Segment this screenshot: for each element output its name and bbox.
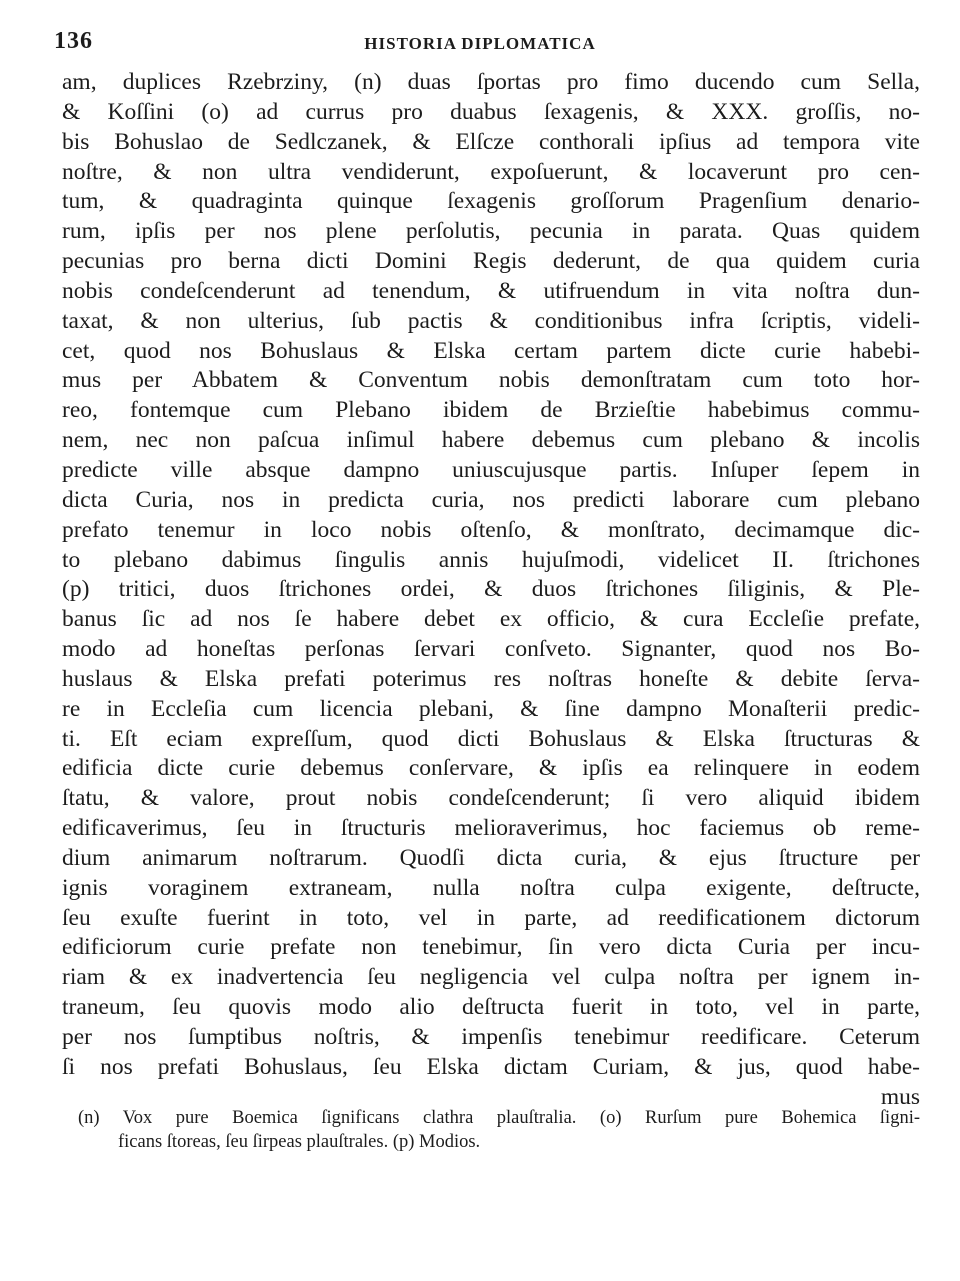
text-line: bis Bohuslao de Sedlczanek, & Elſcze conthorali ipſius ad tempora vite xyxy=(62,128,920,155)
text-line: noſtre, & non ultra vendiderunt, expoſuerunt, & locaverunt pro cen- xyxy=(62,158,920,185)
text-line: edificia dicte curie debemus conſervare, & ipſis ea relinquere in eodem xyxy=(62,755,920,782)
footnote-line: (n) Vox pure Boemica ſignificans clathra plauſtralia. (o) Rurſum pure Bohemica ſigni- xyxy=(78,1108,920,1128)
page-number: 136 xyxy=(54,28,93,54)
text-line: prefato tenemur in loco nobis oſtenſo, & monſtrato, decimamque dic- xyxy=(62,516,920,543)
text-line: riam & ex inadvertencia ſeu negligencia vel culpa noſtra per ignem in- xyxy=(62,964,920,991)
text-line: ſi nos prefati Bohuslaus, ſeu Elska dictam Curiam, & jus, quod habe- xyxy=(62,1053,920,1080)
text-line: ſtatu, & valore, prout nobis condeſcenderunt; ſi vero aliquid ibidem xyxy=(62,785,920,812)
text-line: dicta Curia, nos in predicta curia, nos predicti laborare cum plebano xyxy=(62,486,920,513)
text-line: re in Eccleſia cum licencia plebani, & ſine dampno Monaſterii predic- xyxy=(62,695,920,722)
text-line: mus per Abbatem & Conventum nobis demonſtratam cum toto hor- xyxy=(62,367,920,394)
text-line: dium animarum noſtrarum. Quodſi dicta curia, & ejus ſtructure per xyxy=(62,844,920,871)
text-line: cet, quod nos Bohuslaus & Elska certam partem dicte curie habebi- xyxy=(62,337,920,364)
text-line: traneum, ſeu quovis modo alio deſtructa fuerit in toto, vel in parte, xyxy=(62,994,920,1021)
footnotes xyxy=(78,1106,920,1154)
footnote-line: ficans ſtoreas, ſeu ſirpeas plauſtrales. (p) Modios. xyxy=(118,1132,481,1152)
text-line: tum, & quadraginta quinque ſexagenis groſſorum Pragenſium denario- xyxy=(62,188,920,215)
text-line: predicte ville absque dampno uniuscujusque partis. Inſuper ſepem in xyxy=(62,456,920,483)
text-line: pecunias pro berna dicti Domini Regis dederunt, de qua quidem curia xyxy=(62,248,920,275)
text-line: nobis condeſcenderunt ad tenendum, & utifruendum in vita noſtra dun- xyxy=(62,277,920,304)
text-line: ſeu exuſte fuerint in toto, vel in parte, ad reedificationem dictorum xyxy=(62,904,920,931)
text-line: ignis voraginem extraneam, nulla noſtra culpa exigente, deſtructe, xyxy=(62,874,920,901)
text-line: to plebano dabimus ſingulis annis hujuſmodi, videlicet II. ſtrichones xyxy=(62,546,920,573)
text-line: edificaverimus, ſeu in ſtructuris melioraverimus, hoc faciemus ob reme- xyxy=(62,815,920,842)
catchword: mus xyxy=(880,1083,920,1110)
text-line: ti. Eſt eciam expreſſum, quod dicti Bohuslaus & Elska ſtructuras & xyxy=(62,725,920,752)
text-line: nem, nec non paſcua inſimul habere debemus cum plebano & incolis xyxy=(62,427,920,454)
text-line: (p) tritici, duos ſtrichones ordei, & duos ſtrichones ſiliginis, & Ple- xyxy=(62,576,920,603)
running-head: HISTORIA DIPLOMATICA xyxy=(364,34,596,53)
text-line: rum, ipſis per nos plene perſolutis, pecunia in parata. Quas quidem xyxy=(62,218,920,245)
body-text xyxy=(62,68,920,1113)
text-line: reo, fontemque cum Plebano ibidem de Brzieſtie habebimus commu- xyxy=(62,397,920,424)
text-line: modo ad honeſtas perſonas ſervari conſveto. Signanter, quod nos Bo- xyxy=(62,636,920,663)
text-line: taxat, & non ulterius, ſub pactis & conditionibus infra ſcriptis, videli- xyxy=(62,307,920,334)
text-line: banus ſic ad nos ſe habere debet ex officio, & cura Eccleſie prefate, xyxy=(62,606,920,633)
text-line: am, duplices Rzebrziny, (n) duas ſportas pro fimo ducendo cum Sella, xyxy=(62,69,920,95)
text-line: & Koſſini (o) ad currus pro duabus ſexagenis, & XXX. groſſis, no- xyxy=(62,98,920,125)
text-line: huslaus & Elska prefati poterimus res noſtras honeſte & debite ſerva- xyxy=(62,665,920,692)
text-line: edificiorum curie prefate non tenebimur, ſin vero dicta Curia per incu- xyxy=(62,934,920,961)
text-line: per nos ſumptibus noſtris, & impenſis tenebimur reedificare. Ceterum xyxy=(62,1024,920,1050)
